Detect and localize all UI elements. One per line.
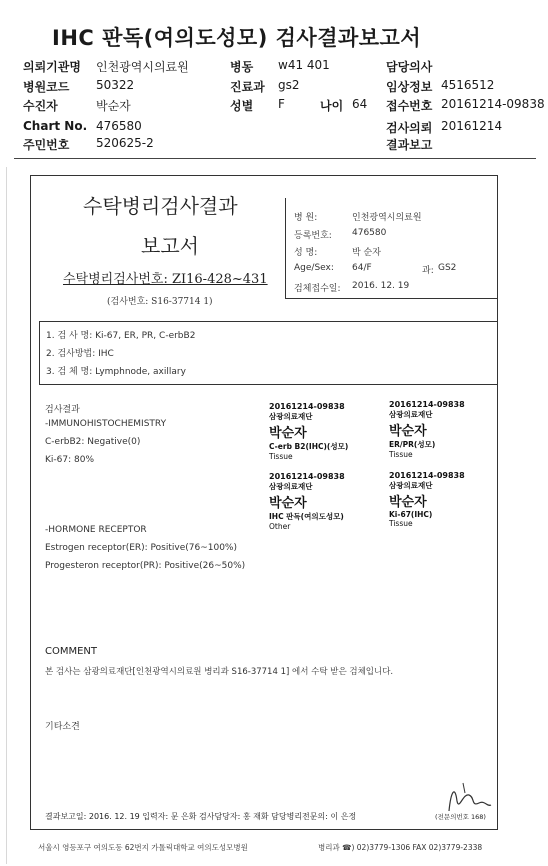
specimen-label xyxy=(389,471,465,528)
resident-value: 520625-2 xyxy=(96,136,154,150)
result-label: 결과보고 xyxy=(386,138,433,152)
signature-mark xyxy=(441,781,493,815)
clinical-value: 4516512 xyxy=(441,78,495,92)
label-test: C-erb B2(IHC)(성모) xyxy=(269,442,349,451)
dept-value: gs2 xyxy=(278,78,300,92)
info-dept-value: GS2 xyxy=(438,263,457,273)
institution-value: 인천광역시의료원 xyxy=(96,60,189,74)
test-line: 2. 검사방법: IHC xyxy=(46,349,114,359)
info-hospital-label: 병 원: xyxy=(294,213,318,223)
info-agesex-label: Age/Sex: xyxy=(294,263,334,273)
test-line: 1. 검 사 명: Ki-67, ER, PR, C-erbB2 xyxy=(46,331,196,341)
info-name-value: 박 순자 xyxy=(352,248,381,258)
patient-value: 박순자 xyxy=(96,99,131,113)
patient-label: 수진자 xyxy=(23,99,58,113)
info-name-label: 성 명: xyxy=(294,248,318,258)
info-agesex-value: 64/F xyxy=(352,263,372,273)
test-info-box xyxy=(39,321,498,385)
doc-title-line1: 수탁병리검사결과 xyxy=(83,194,238,218)
receipt-label: 접수번호 xyxy=(386,99,433,113)
comment-heading: COMMENT xyxy=(45,646,98,657)
label-test: ER/PR(성모) xyxy=(389,440,436,449)
label-code: 20161214-09838 xyxy=(269,402,345,411)
receipt-value: 20161214-09838 xyxy=(441,97,545,111)
report-title: IHC 판독(여의도성모) 검사결과보고서 xyxy=(52,26,422,50)
chart-label: Chart No. xyxy=(23,119,88,133)
label-type: Other xyxy=(269,522,291,531)
request-label: 검사의뢰 xyxy=(386,121,433,135)
hormone-heading: -HORMONE RECEPTOR xyxy=(45,525,147,535)
hospital-code-label: 병원코드 xyxy=(23,80,70,94)
hospital-phone: 병리과 ☎) 02)3779-1306 FAX 02)3779-2338 xyxy=(318,843,483,852)
exam-number: (검사번호: S16-37714 1) xyxy=(107,297,213,307)
specimen-label xyxy=(269,402,348,461)
age-value: 64 xyxy=(352,97,368,111)
ward-value: w41 401 xyxy=(278,58,330,72)
label-org: 삼광의료재단 xyxy=(389,481,433,490)
specimen-label xyxy=(389,400,465,459)
label-test: Ki-67(IHC) xyxy=(389,510,433,519)
label-code: 20161214-09838 xyxy=(389,400,465,409)
chart-value: 476580 xyxy=(96,119,142,133)
resident-label: 주민번호 xyxy=(23,138,70,152)
report-frame xyxy=(30,175,498,830)
specimen-label xyxy=(269,472,345,531)
label-type: Tissue xyxy=(269,452,293,461)
ihc-heading: -IMMUNOHISTOCHEMISTRY xyxy=(45,419,167,429)
label-code: 20161214-09838 xyxy=(389,471,465,480)
info-reg-value: 476580 xyxy=(352,228,387,238)
institution-label: 의뢰기관명 xyxy=(23,60,81,74)
ihc-line: Ki-67: 80% xyxy=(45,455,94,465)
info-reg-label: 등록번호: xyxy=(294,231,332,241)
label-org: 삼광의료재단 xyxy=(269,412,313,421)
clinical-label: 임상정보 xyxy=(386,80,433,94)
ihc-line: C-erbB2: Negative(0) xyxy=(45,437,141,447)
age-label: 나이 xyxy=(320,99,344,113)
label-org: 삼광의료재단 xyxy=(389,410,433,419)
label-type: Tissue xyxy=(389,450,413,459)
label-name: 박순자 xyxy=(269,426,307,441)
results-heading: 검사결과 xyxy=(45,405,80,415)
misc-heading: 기타소견 xyxy=(45,722,80,732)
sex-label: 성별 xyxy=(230,99,254,113)
header-divider xyxy=(14,158,536,159)
label-code: 20161214-09838 xyxy=(269,472,345,481)
hormone-line: Progesteron receptor(PR): Positive(26~50%) xyxy=(45,561,246,571)
doctor-label: 담당의사 xyxy=(386,60,433,74)
ward-label: 병동 xyxy=(230,60,254,74)
doc-title-line2: 보고서 xyxy=(141,234,199,258)
ref-number: 수탁병리검사번호: ZI16-428~431 xyxy=(63,272,268,287)
label-name: 박순자 xyxy=(269,496,307,511)
info-received-label: 검체접수일: xyxy=(294,284,341,294)
hormone-line: Estrogen receptor(ER): Positive(76~100%) xyxy=(45,543,237,553)
footer-license: (전문의번호 168) xyxy=(435,813,486,821)
footer-line: 결과보고일: 2016. 12. 19 입력자: 문 은화 검사담당자: 홍 재화 담당병리전문의: 이 은정 xyxy=(45,812,357,821)
label-type: Tissue xyxy=(389,519,413,528)
test-line: 3. 검 체 명: Lymphnode, axillary xyxy=(46,367,186,377)
hospital-address: 서울시 영등포구 여의도동 62번지 가톨릭대학교 여의도성모병원 xyxy=(38,843,248,852)
comment-text: 본 검사는 삼광의료재단[인천광역시의료원 병리과 S16-37714 1] 에서 수탁 받은 검체입니다. xyxy=(45,667,394,677)
info-dept-label: 과: xyxy=(422,266,434,276)
info-hospital-value: 인천광역시의료원 xyxy=(352,213,422,223)
label-name: 박순자 xyxy=(389,495,427,510)
dept-label: 진료과 xyxy=(230,80,265,94)
request-value: 20161214 xyxy=(441,119,503,133)
info-received-value: 2016. 12. 19 xyxy=(352,281,410,291)
label-org: 삼광의료재단 xyxy=(269,482,313,491)
patient-info-box xyxy=(285,198,498,299)
label-name: 박순자 xyxy=(389,424,427,439)
hospital-code-value: 50322 xyxy=(96,78,135,92)
sex-value: F xyxy=(278,97,285,111)
label-test: IHC 판독(여의도성모) xyxy=(269,512,344,521)
